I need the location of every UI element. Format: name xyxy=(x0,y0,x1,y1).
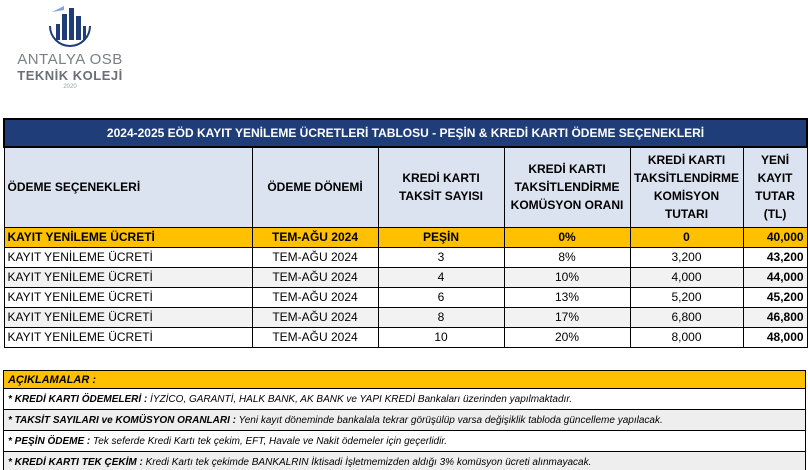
notes-heading: AÇIKLAMALAR : xyxy=(4,371,806,389)
cell-rate: 13% xyxy=(504,287,630,307)
cell-option: KAYIT YENİLEME ÜCRETİ xyxy=(4,287,252,307)
logo-year: 2020 xyxy=(63,84,77,90)
note-text: Tek seferde Kredi Kartı tek çekim, EFT, Havale ve Nakit ödemeler için geçerlidir. xyxy=(90,435,448,447)
cell-option: KAYIT YENİLEME ÜCRETİ xyxy=(4,247,252,267)
cell-period: TEM-AĞU 2024 xyxy=(252,287,378,307)
cell-rate: 17% xyxy=(504,307,630,327)
header-total: YENİ KAYIT TUTAR (TL) xyxy=(743,147,807,227)
header-period: ÖDEME DÖNEMİ xyxy=(252,147,378,227)
note-label: * PEŞİN ÖDEME : xyxy=(8,435,91,447)
cell-amount: 0 xyxy=(630,227,743,247)
cell-amount: 6,800 xyxy=(630,307,743,327)
cell-option: KAYIT YENİLEME ÜCRETİ xyxy=(4,267,252,287)
note-item xyxy=(4,389,806,410)
table-row xyxy=(4,267,807,287)
cell-rate: 20% xyxy=(504,327,630,347)
cell-total: 48,000 xyxy=(743,327,807,347)
cell-installments: 6 xyxy=(378,287,504,307)
note-text: Kredi Kartı tek çekimde BANKALRIN İktisadi İşletmemizden aldığı 3% komüsyon ücreti alınmayacak. xyxy=(142,456,592,468)
cell-installments: 10 xyxy=(378,327,504,347)
logo-line-1: ANTALYA OSB xyxy=(17,51,123,68)
table-row xyxy=(4,327,807,347)
note-item xyxy=(4,410,806,431)
note-text: Yeni kayıt döneminde bankalala tekrar görüşülüp varsa değişiklik tabloda güncelleme yapılacak. xyxy=(235,414,663,426)
cell-period: TEM-AĞU 2024 xyxy=(252,227,378,247)
cell-amount: 4,000 xyxy=(630,267,743,287)
header-option: ÖDEME SEÇENEKLERİ xyxy=(4,147,252,227)
cell-installments: 8 xyxy=(378,307,504,327)
cell-period: TEM-AĞU 2024 xyxy=(252,247,378,267)
note-label: * KREDİ KARTI TEK ÇEKİM : xyxy=(8,456,143,468)
table-row xyxy=(4,227,807,247)
cell-rate: 0% xyxy=(504,227,630,247)
note-text: İYZİCO, GARANTİ, HALK BANK, AK BANK ve YAPI KREDİ Bankaları üzerinden yapılmaktadır. xyxy=(147,393,573,405)
table-row xyxy=(4,287,807,307)
cell-installments: 3 xyxy=(378,247,504,267)
building-logo-icon xyxy=(42,4,98,48)
header-amount: KREDİ KARTI TAKSİTLENDİRME KOMİSYON TUTARI xyxy=(630,147,743,227)
cell-total: 43,200 xyxy=(743,247,807,267)
table-row xyxy=(4,247,807,267)
school-logo xyxy=(14,4,126,94)
cell-period: TEM-AĞU 2024 xyxy=(252,327,378,347)
cell-option: KAYIT YENİLEME ÜCRETİ xyxy=(4,227,252,247)
cell-rate: 10% xyxy=(504,267,630,287)
header-installments: KREDİ KARTI TAKSİT SAYISI xyxy=(378,147,504,227)
cell-amount: 5,200 xyxy=(630,287,743,307)
cell-installments: PEŞİN xyxy=(378,227,504,247)
table-title: 2024-2025 EÖD KAYIT YENİLEME ÜCRETLERİ TABLOSU - PEŞİN & KREDİ KARTI ÖDEME SEÇENEKLERİ xyxy=(4,119,807,147)
notes-table xyxy=(3,370,806,470)
header-rate: KREDİ KARTI TAKSİTLENDİRME KOMÜSYON ORANI xyxy=(504,147,630,227)
cell-amount: 3,200 xyxy=(630,247,743,267)
cell-period: TEM-AĞU 2024 xyxy=(252,267,378,287)
cell-total: 45,200 xyxy=(743,287,807,307)
cell-period: TEM-AĞU 2024 xyxy=(252,307,378,327)
note-label: * KREDİ KARTI ÖDEMELERİ : xyxy=(8,393,148,405)
cell-total: 40,000 xyxy=(743,227,807,247)
cell-installments: 4 xyxy=(378,267,504,287)
fee-table xyxy=(3,118,808,348)
cell-total: 46,800 xyxy=(743,307,807,327)
cell-rate: 8% xyxy=(504,247,630,267)
cell-option: KAYIT YENİLEME ÜCRETİ xyxy=(4,307,252,327)
cell-amount: 8,000 xyxy=(630,327,743,347)
table-header-row xyxy=(4,147,807,227)
note-item xyxy=(4,431,806,452)
logo-line-2: TEKNİK KOLEJİ xyxy=(17,68,123,83)
table-row xyxy=(4,307,807,327)
note-label: * TAKSİT SAYILARI ve KOMÜSYON ORANLARI : xyxy=(8,414,236,426)
cell-total: 44,000 xyxy=(743,267,807,287)
cell-option: KAYIT YENİLEME ÜCRETİ xyxy=(4,327,252,347)
note-item xyxy=(4,452,806,470)
